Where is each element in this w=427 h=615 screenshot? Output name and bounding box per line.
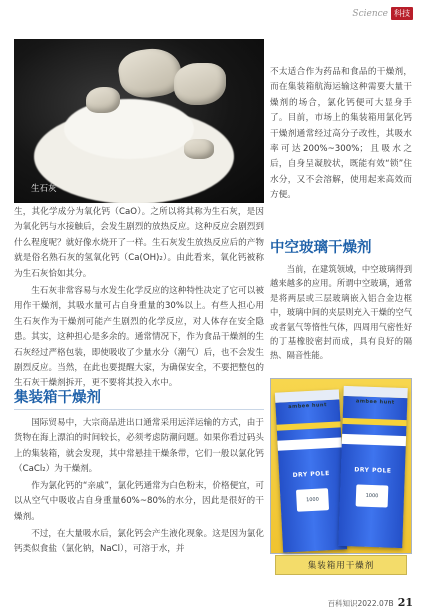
page-number: 21 [397, 596, 413, 609]
powder-highlight [64, 99, 194, 159]
product-caption: 集装箱用干燥剂 [275, 555, 407, 575]
bag-brand: ambee hunt [288, 402, 328, 411]
body-paragraph: 生石灰非常容易与水发生化学反应的这种特性决定了它可以被用作干燥剂，其吸水量可占自身重量的30%以上。有些人担心用生石灰作为干燥剂可能产生剧烈的化学反应，对人体存在安全隐患。其实，这种担心是多余的。通常情况下，作为食品干燥剂的生石灰经过严格包装，即使吸收了少量水分（潮气）后，也不会发生剧烈反应。当然，在此也要提醒大家，为确保安全，不要把整包的生石灰干燥剂拆开，更不要将其投入水中。 [14, 286, 264, 389]
desiccant-bag [338, 386, 408, 548]
desiccant-product-photo [270, 378, 412, 554]
heading-underline [14, 409, 264, 410]
lime-rock [174, 63, 226, 105]
body-paragraph: 生，其化学成分为氧化钙（CaO）。之所以将其称为生石灰，是因为氧化钙与水接触后，会发生剧烈的放热反应。这种反应会剧烈到什么程度呢？就好像水烧开了一样。生石灰发生放热反应后的产物就是俗名熟石灰的氢氧化钙（Ca(OH)₂）。由此看来，氧化钙被称为生石灰恰如其分。 [14, 207, 264, 279]
bag-name: DRY POLE [292, 470, 330, 479]
journal-name: 百科知识2022.07B [327, 599, 394, 608]
quicklime-photo [14, 39, 264, 203]
bag-name: DRY POLE [354, 466, 392, 475]
body-paragraph: 国际贸易中，大宗商品进出口通常采用远洋运输的方式，由于货物在海上漂泊的时间较长，必须考虑防潮问题。如果你看过码头上的集装箱，就会发现，其中常悬挂干燥条带，它们一般以氯化钙（CaCl₂）为干燥剂。 [14, 418, 264, 475]
body-paragraph: 不太适合作为药品和食品的干燥剂，而在集装箱航海运输这种需要大量干燥剂的场合，氯化钙便可大显身手了。目前，市场上的集装箱用氯化钙干燥剂通常经过高分子改性，其吸水率可达200%~300%；且吸水之后，自身呈凝胶状，既能有效“锁”住水分，又不会溶解，使用起来高效而方便。 [270, 67, 412, 201]
desiccant-bag [275, 389, 347, 552]
photo-caption: 生石灰 [31, 184, 57, 194]
bag-brand: ambee hunt [355, 398, 395, 406]
lime-rock [86, 87, 120, 113]
bag-weight: 1000 [296, 488, 329, 512]
lime-rock [184, 139, 214, 159]
section-badge: 科技 [391, 7, 413, 20]
body-paragraph: 作为氯化钙的“亲戚”，氯化钙通常为白色粉末，价格便宜，可以从空气中吸收占自身重量60%~80%的水分，因此是很好的干燥剂。 [14, 481, 264, 522]
section-label-en: Science [352, 8, 388, 19]
body-paragraph: 当前，在建筑领域，中空玻璃得到越来越多的应用。所谓中空玻璃，通常是将两层或三层玻璃嵌入铝合金边框中，玻璃中间的夹层则充入干燥的空气或者氩气等惰性气体，四周用气密性好的丁基橡胶密封而成，具有良好的隔热、隔音性能。 [270, 264, 412, 361]
page-footer [328, 596, 413, 609]
section-heading: 中空玻璃干燥剂 [270, 239, 372, 256]
body-paragraph: 不过，在大量吸水后，氯化钙会产生液化现象。这是因为氯化钙类似食盐（氯化钠，NaCl），可溶于水，并 [14, 529, 264, 555]
section-header [352, 7, 413, 20]
bag-weight: 1000 [356, 484, 389, 507]
section-heading: 集装箱干燥剂 [14, 389, 101, 406]
